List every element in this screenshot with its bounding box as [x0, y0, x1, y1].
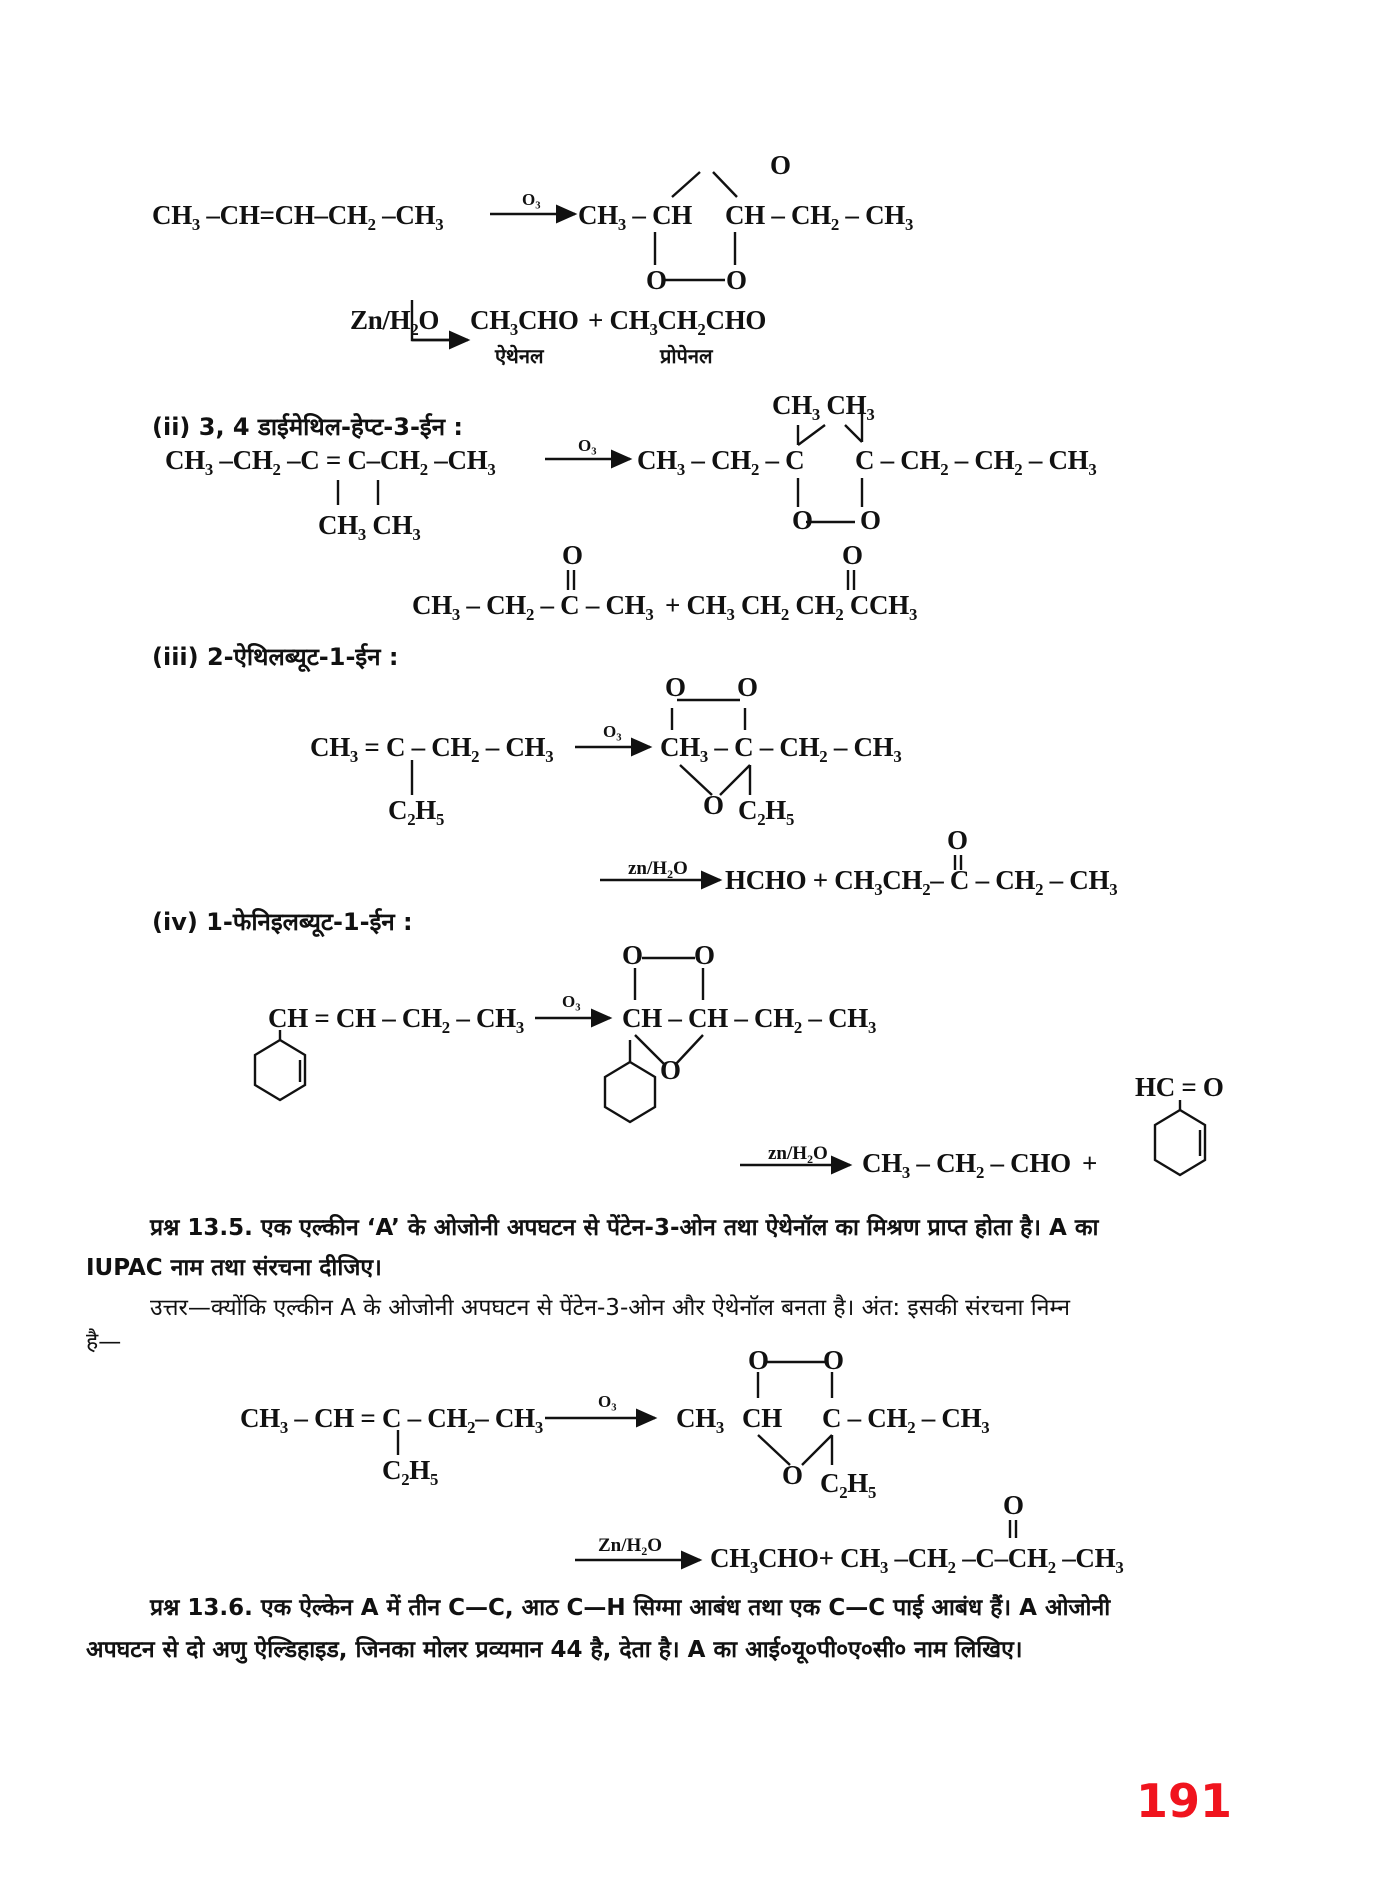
answer-13-5-line1: उत्तर—क्योंकि एल्कीन A के ओजोनी अपघटन से पेंटेन-3-ओन और ऐथेनॉल बनता है। अंत: इसकी संरचना निम्न: [150, 1295, 1070, 1321]
carbonyl-o-135: O: [1003, 1490, 1024, 1520]
ring-o-iii-2: O: [737, 672, 758, 702]
reaction-i-reagent: $O_3$: [522, 190, 541, 212]
section-iv-step2-reagent: $zn/H_2O$: [768, 1143, 828, 1167]
ring-o-ii-2: O: [860, 505, 881, 535]
ring-o-iv-2: O: [694, 940, 715, 970]
section-iii-ozonide-branch: $C_2H_5$: [738, 795, 795, 829]
section-ii-ozonide-top: $CH_3$ $CH_3$: [772, 390, 875, 424]
reaction-i-ozonide-left: $CH_3$ – CH: [578, 200, 692, 234]
answer-13-5-ozonide-left: $CH_3$: [676, 1403, 724, 1437]
reaction-i-product1: $CH_3CHO$: [470, 305, 579, 339]
section-iii-reagent: $O_3$: [603, 722, 622, 744]
answer-13-5-reactant: $CH_3$ – CH = C – $CH_2-$ $CH_3$: [240, 1403, 543, 1437]
section-iv-ozonide: CH – CH – $CH_2 - CH_3$: [622, 1003, 877, 1037]
carbonyl-o-1: O: [562, 540, 583, 570]
section-iii-products: HCHO + $CH_3CH_2-$ C – $CH_2 - CH_3$: [725, 865, 1118, 899]
ring-o-iv-1: O: [622, 940, 643, 970]
answer-13-5-step2-reagent: $Zn/H_2O$: [598, 1535, 662, 1559]
ring-o-135-3: O: [782, 1460, 803, 1490]
answer-13-5-ozonide-mid: CH: [742, 1403, 782, 1433]
reaction-i-ozonide-right: CH – $CH_2 - CH_3$: [725, 200, 914, 234]
ring-o-iii-3: O: [703, 790, 724, 820]
answer-13-5-branch: $C_2H_5$: [382, 1455, 439, 1489]
answer-13-5-line2: है—: [86, 1329, 122, 1355]
section-iv-reagent: $O_3$: [562, 992, 581, 1014]
section-ii-reactant: $CH_3$ $-CH_2$ $-C = C-CH_2$ $-CH_3$: [165, 445, 496, 479]
section-iv-plus: +: [1082, 1148, 1098, 1178]
ring-oxygen-right: O: [726, 265, 747, 295]
section-iv-product2-label: HC = O: [1135, 1072, 1224, 1102]
section-ii-ozonide-right: C – $CH_2 - CH_2 - CH_3$: [855, 445, 1097, 479]
section-iv-reactant: CH = CH – $CH_2 - CH_3$: [268, 1003, 524, 1037]
question-13-5-line2: IUPAC नाम तथा संरचना दीजिए।: [86, 1255, 382, 1281]
section-iii-reactant: $CH_3 = C - CH_2 - CH_3$: [310, 732, 554, 766]
page-number: 191: [1136, 1774, 1233, 1828]
section-ii-ozonide-left: $CH_3 - CH_2$ – C: [637, 445, 805, 479]
section-iii-heading: (iii) 2-ऐथिलब्यूट-1-ईन :: [152, 643, 399, 671]
answer-13-5-reagent: $O_3$: [598, 1392, 617, 1414]
answer-13-5-ozonide-branch: $C_2H_5$: [820, 1468, 877, 1502]
product1-name: ऐथेनल: [495, 344, 544, 368]
carbonyl-o-2: O: [842, 540, 863, 570]
ring-o-iv-3: O: [660, 1055, 681, 1085]
section-iv-product1: $CH_3 - CH_2$ – CHO: [862, 1148, 1071, 1182]
reaction-i-product2: + $CH_3CH_2CHO$: [588, 305, 767, 339]
question-13-6-line1: प्रश्न 13.6. एक ऐल्केन A में तीन C—C, आठ C—H सिग्मा आबंध तथा एक C—C पाई आबंध हैं। A ओजोनी: [150, 1595, 1111, 1621]
ring-oxygen-left: O: [646, 265, 667, 295]
ring-o-ii: O: [792, 505, 813, 535]
question-13-6-line2: अपघटन से दो अणु ऐल्डिहाइड, जिनका मोलर प्रव्यमान 44 है, देता है। A का आई०यू०पी०ए०सी० नाम लिखिए।: [86, 1637, 1023, 1663]
section-iv-heading: (iv) 1-फेनिइलब्यूट-1-ईन :: [152, 908, 413, 936]
reaction-i-reactant: $CH_3$ $-CH=CH-CH_2$ $-CH_3$: [152, 200, 444, 234]
carbonyl-o-iii: O: [947, 825, 968, 855]
section-iii-branch: $C_2H_5$: [388, 795, 445, 829]
section-iii-ozonide: $CH_3$ – C – $CH_2 - CH_3$: [660, 732, 902, 766]
reaction-i-step2-reagent: $Zn/H_2O$: [350, 305, 440, 339]
section-ii-reagent: $O_3$: [578, 436, 597, 458]
question-13-5-line1: प्रश्न 13.5. एक एल्कीन ‘A’ के ओजोनी अपघटन से पेंटेन-3-ओन तथा ऐथेनॉल का मिश्रण प्राप्त होता है। A का: [150, 1215, 1099, 1241]
section-ii-product2: + $CH_3$ $CH_2$ $CH_2$ $CCH_3$: [665, 590, 918, 624]
product2-name: प्रोपेनल: [660, 344, 713, 368]
answer-13-5-ozonide-right: C – $CH_2 - CH_3$: [822, 1403, 990, 1437]
ring-oxygen-top: O: [770, 150, 791, 180]
section-ii-heading: (ii) 3, 4 डाईमेथिल-हेप्ट-3-ईन :: [152, 413, 463, 441]
ring-o-135-2: O: [823, 1345, 844, 1375]
section-ii-product1: $CH_3 - CH_2$ – C – $CH_3$: [412, 590, 654, 624]
section-ii-branches: $CH_3$ $CH_3$: [318, 510, 421, 544]
answer-13-5-products: $CH_3CHO+ CH_3$ $-CH_2$ $-C-CH_2$ $-CH_3$: [710, 1543, 1124, 1577]
section-iii-step2-reagent: $zn/H_2O$: [628, 858, 688, 882]
ring-o-135-1: O: [748, 1345, 769, 1375]
ring-o-iii-1: O: [665, 672, 686, 702]
